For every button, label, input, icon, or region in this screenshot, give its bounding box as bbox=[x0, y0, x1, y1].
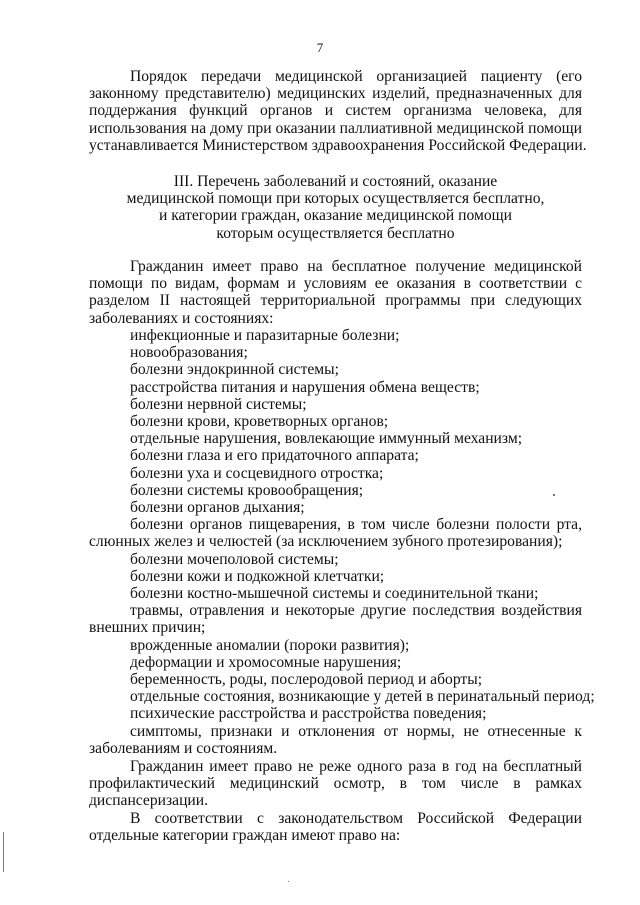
disease-list bbox=[89, 327, 595, 757]
list-item: новообразования; bbox=[130, 344, 248, 362]
list-item: болезни эндокринной системы; bbox=[130, 361, 339, 379]
rights-paragraph bbox=[89, 258, 582, 327]
list-item: болезни органов пищеварения, в том числе болезни полости рта, bbox=[130, 516, 582, 534]
text-line: устанавливается Министерством здравоохранения Российской Федерации. bbox=[89, 136, 587, 154]
text-line: В соответствии с законодательством Российской Федерации bbox=[130, 810, 582, 827]
heading-line: III. Перечень заболеваний и состояний, оказание bbox=[173, 173, 498, 190]
list-item-continuation: слюнных желез и челюстей (за исключением зубного протезирования); bbox=[89, 533, 563, 551]
heading-line: медицинской помощи при которых осуществляется бесплатно, bbox=[126, 190, 545, 208]
page-number: 7 bbox=[316, 40, 324, 55]
list-item-continuation: заболеваниям и состояниям. bbox=[89, 739, 278, 757]
list-item: инфекционные и паразитарные болезни; bbox=[130, 327, 400, 344]
heading-line: которым осуществляется бесплатно bbox=[216, 224, 455, 242]
text-line: Порядок передачи медицинской организацией пациенту (его bbox=[130, 68, 582, 85]
text-line: разделом II настоящей территориальной программы при следующих bbox=[89, 292, 582, 310]
list-item: врожденные аномалии (пороки развития); bbox=[130, 636, 410, 654]
list-item: болезни кожи и подкожной клетчатки; bbox=[130, 567, 385, 585]
section-heading bbox=[89, 173, 582, 242]
categories-paragraph bbox=[89, 810, 582, 844]
list-item: болезни нервной системы; bbox=[130, 395, 307, 413]
list-item: расстройства питания и нарушения обмена веществ; bbox=[130, 378, 480, 396]
list-item: психические расстройства и расстройства поведения; bbox=[130, 705, 487, 723]
list-item: травмы, отравления и некоторые другие последствия воздействия bbox=[130, 602, 582, 620]
list-item: беременность, роды, послеродовой период и аборты; bbox=[130, 671, 483, 689]
text-line: законному представителю) медицинских изделий, предназначенных для bbox=[89, 85, 582, 103]
list-item: болезни мочеполовой системы; bbox=[130, 550, 339, 568]
heading-line: и категории граждан, оказание медицинской помощи bbox=[158, 207, 513, 225]
list-item: отдельные нарушения, вовлекающие иммунный механизм; bbox=[130, 430, 523, 448]
text-line: Гражданин имеет право не реже одного раза в год на бесплатный bbox=[130, 758, 582, 775]
text-line: Гражданин имеет право на бесплатное получение медицинской bbox=[130, 258, 582, 275]
list-item: болезни крови, кроветворных органов; bbox=[130, 413, 389, 431]
scan-speck bbox=[553, 494, 555, 496]
list-item-continuation: внешних причин; bbox=[89, 619, 206, 637]
list-item: болезни органов дыхания; bbox=[130, 499, 305, 517]
scan-speck bbox=[288, 881, 289, 882]
text-line: поддержания функций органов и систем организма человека, для bbox=[89, 102, 582, 120]
list-item: болезни костно-мышечной системы и соединительной ткани; bbox=[130, 585, 539, 603]
list-item: симптомы, признаки и отклонения от нормы, не отнесенные к bbox=[130, 722, 582, 740]
list-item: болезни глаза и его придаточного аппарата; bbox=[130, 447, 419, 465]
checkup-paragraph bbox=[89, 758, 582, 810]
list-item: болезни уха и сосцевидного отростка; bbox=[130, 464, 384, 482]
scan-edge-mark bbox=[3, 832, 4, 872]
list-item: деформации и хромосомные нарушения; bbox=[130, 653, 402, 671]
text-line: отдельные категории граждан имеют право на: bbox=[89, 827, 401, 845]
text-line: помощи по видам, формам и условиям ее оказания в соответствии с bbox=[89, 275, 582, 293]
text-line: использования на дому при оказании паллиативной медицинской помощи bbox=[89, 119, 582, 137]
text-line: профилактический медицинский осмотр, в том числе в рамках bbox=[89, 775, 582, 793]
text-line: диспансеризации. bbox=[89, 792, 209, 810]
list-item: отдельные состояния, возникающие у детей в перинатальный период; bbox=[130, 688, 595, 706]
list-item: болезни системы кровообращения; bbox=[130, 481, 364, 499]
text-line: заболеваниях и состояниях: bbox=[89, 309, 274, 327]
intro-paragraph bbox=[89, 68, 587, 154]
